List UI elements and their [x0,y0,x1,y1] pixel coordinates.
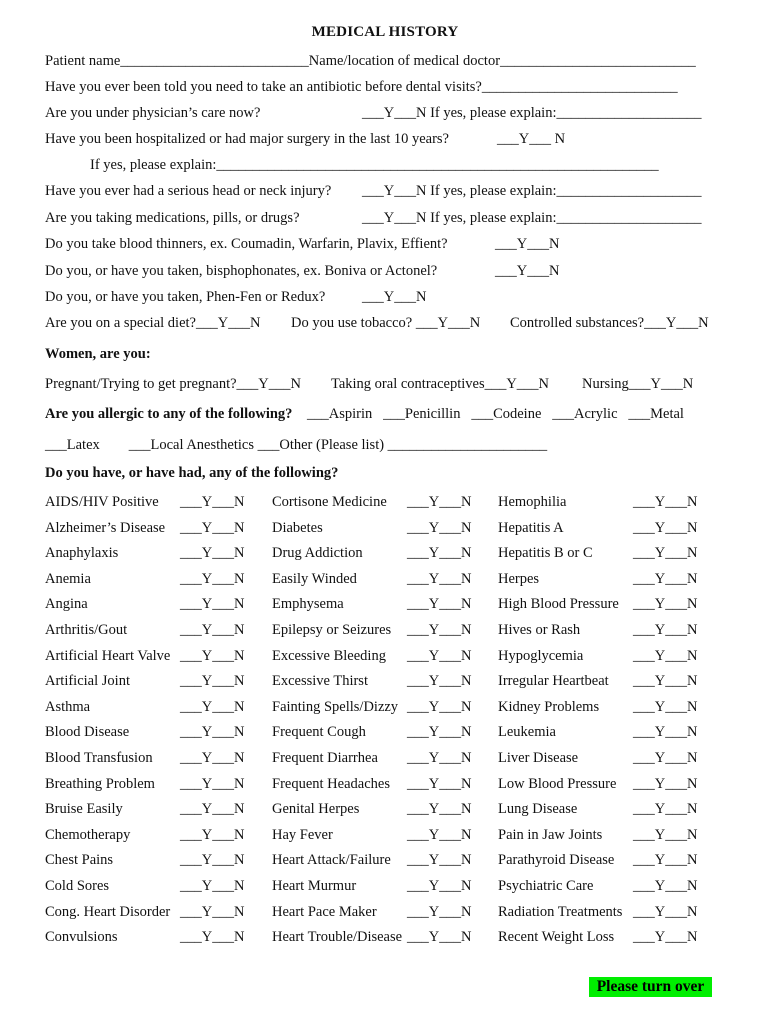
injury-question: Have you ever had a serious head or neck injury? [45,183,332,199]
condition-yes-no-blank[interactable]: ___Y___N [407,647,472,664]
medications-answer[interactable]: ___Y___N If yes, please explain:____________________ [362,210,702,226]
table-row [45,775,725,801]
condition-yes-no-blank[interactable]: ___Y___N [180,775,245,792]
allergy-options[interactable]: ___Aspirin ___Penicillin ___Codeine ___Acrylic ___Metal [307,406,684,422]
condition-label: Heart Trouble/Disease [272,929,403,946]
table-row [45,851,725,877]
condition-yes-no-blank[interactable]: ___Y___N [180,673,245,690]
hospital-explain-line[interactable]: If yes, please explain:_____________________________________________________________ [90,157,659,173]
condition-yes-no-blank[interactable]: ___Y___N [407,596,472,613]
condition-yes-no-blank[interactable]: ___Y___N [180,519,245,536]
table-row [45,493,725,519]
allergy-options-line-2[interactable]: ___Latex ___Local Anesthetics ___Other (Please list) ______________________ [45,437,548,453]
condition-label: Arthritis/Gout [45,621,128,638]
condition-label: Recent Weight Loss [498,929,615,946]
condition-yes-no-blank[interactable]: ___Y___N [180,749,245,766]
women-heading: Women, are you: [45,346,151,362]
condition-label: Excessive Bleeding [272,647,386,664]
blood-thinners-answer[interactable]: ___Y___N [495,236,560,252]
phen-fen-answer[interactable]: ___Y___N [362,289,427,305]
condition-yes-no-blank[interactable]: ___Y___N [180,903,245,920]
medications-question: Are you taking medications, pills, or drugs? [45,210,300,226]
condition-yes-no-blank[interactable]: ___Y___N [180,724,245,741]
condition-yes-no-blank[interactable]: ___Y___N [407,698,472,715]
table-row [45,928,725,954]
condition-yes-no-blank[interactable]: ___Y___N [407,545,472,562]
condition-label: Drug Addiction [272,545,363,562]
tobacco-question[interactable]: Do you use tobacco? ___Y___N [291,315,481,331]
condition-yes-no-blank[interactable]: ___Y___N [180,877,245,894]
condition-label: Cong. Heart Disorder [45,903,171,920]
condition-label: Genital Herpes [272,801,360,818]
condition-label: Pain in Jaw Joints [498,826,603,843]
condition-label: Bruise Easily [45,801,123,818]
special-diet-question[interactable]: Are you on a special diet?___Y___N [45,315,261,331]
condition-label: Chest Pains [45,852,114,869]
condition-yes-no-blank[interactable]: ___Y___N [407,826,472,843]
condition-label: AIDS/HIV Positive [45,494,159,510]
condition-yes-no-blank[interactable]: ___Y___N [633,903,698,920]
condition-yes-no-blank[interactable]: ___Y___N [633,775,698,792]
table-row [45,698,725,724]
condition-yes-no-blank[interactable]: ___Y___N [180,929,245,946]
condition-label: Heart Attack/Failure [272,852,391,869]
condition-yes-no-blank[interactable]: ___Y___N [633,749,698,766]
condition-label: Cold Sores [45,877,110,894]
condition-yes-no-blank[interactable]: ___Y___N [180,801,245,818]
condition-label: Hemophilia [498,494,567,510]
patient-name-line[interactable]: Patient name__________________________Name/location of medical doctor___________________________ [45,53,696,69]
condition-yes-no-blank[interactable]: ___Y___N [407,801,472,818]
condition-label: Radiation Treatments [498,903,623,920]
condition-label: Convulsions [45,929,118,946]
table-row [45,621,725,647]
condition-label: Emphysema [272,596,344,613]
table-row [45,877,725,903]
condition-yes-no-blank[interactable]: ___Y___N [633,801,698,818]
condition-label: Frequent Cough [272,724,366,741]
nursing-question[interactable]: Nursing___Y___N [582,376,694,392]
condition-label: Easily Winded [272,570,357,587]
condition-label: Blood Disease [45,724,130,741]
condition-yes-no-blank[interactable]: ___Y___N [407,494,472,510]
please-turn-over-note: Please turn over [589,977,712,997]
condition-yes-no-blank[interactable]: ___Y___N [633,673,698,690]
condition-yes-no-blank[interactable]: ___Y___N [407,673,472,690]
conditions-grid [45,493,725,954]
condition-yes-no-blank[interactable]: ___Y___N [407,724,472,741]
blood-thinners-question: Do you take blood thinners, ex. Coumadin, Warfarin, Plavix, Effient? [45,236,448,252]
condition-label: Heart Pace Maker [272,903,377,920]
condition-label: Cortisone Medicine [272,494,387,510]
table-row [45,595,725,621]
bisphosphonates-question: Do you, or have you taken, bisphophonates, ex. Boniva or Actonel? [45,263,438,279]
condition-yes-no-blank[interactable]: ___Y___N [407,519,472,536]
phen-fen-question: Do you, or have you taken, Phen-Fen or Redux? [45,289,326,305]
table-row [45,570,725,596]
condition-yes-no-blank[interactable]: ___Y___N [180,621,245,638]
contraceptives-question[interactable]: Taking oral contraceptives___Y___N [331,376,550,392]
antibiotic-question[interactable]: Have you ever been told you need to take an antibiotic before dental visits?___________________________ [45,79,678,95]
injury-answer[interactable]: ___Y___N If yes, please explain:____________________ [362,183,702,199]
condition-label: Kidney Problems [498,698,600,715]
condition-label: Chemotherapy [45,826,131,843]
condition-label: Blood Transfusion [45,749,153,766]
condition-label: Hepatitis A [498,519,564,536]
table-row [45,723,725,749]
condition-yes-no-blank[interactable]: ___Y___N [180,647,245,664]
table-row [45,903,725,929]
condition-yes-no-blank[interactable]: ___Y___N [633,570,698,587]
condition-yes-no-blank[interactable]: ___Y___N [633,494,698,510]
condition-label: Fainting Spells/Dizzy [272,698,399,715]
condition-label: Hypoglycemia [498,647,584,664]
table-row [45,647,725,673]
table-row [45,826,725,852]
condition-yes-no-blank[interactable]: ___Y___N [633,877,698,894]
condition-label: Liver Disease [498,749,579,766]
condition-yes-no-blank[interactable]: ___Y___N [407,929,472,946]
condition-label: Leukemia [498,724,556,741]
pregnant-question[interactable]: Pregnant/Trying to get pregnant?___Y___N [45,376,302,392]
condition-label: Angina [45,596,88,613]
condition-yes-no-blank[interactable]: ___Y___N [180,698,245,715]
condition-label: Epilepsy or Seizures [272,621,392,638]
condition-yes-no-blank[interactable]: ___Y___N [633,826,698,843]
condition-label: Alzheimer’s Disease [45,519,166,536]
condition-yes-no-blank[interactable]: ___Y___N [180,596,245,613]
condition-label: Hay Fever [272,826,333,843]
physician-answer[interactable]: ___Y___N If yes, please explain:____________________ [362,105,702,121]
controlled-substances-question[interactable]: Controlled substances?___Y___N [510,315,709,331]
condition-label: Frequent Headaches [272,775,390,792]
condition-yes-no-blank[interactable]: ___Y___N [407,775,472,792]
condition-label: Asthma [45,698,91,715]
hospital-answer[interactable]: ___Y___ N [497,131,566,147]
condition-label: Parathyroid Disease [498,852,615,869]
condition-label: Hepatitis B or C [498,545,593,562]
table-row [45,544,725,570]
condition-label: Excessive Thirst [272,673,368,690]
condition-label: Heart Murmur [272,877,357,894]
condition-yes-no-blank[interactable]: ___Y___N [633,929,698,946]
condition-yes-no-blank[interactable]: ___Y___N [633,647,698,664]
condition-yes-no-blank[interactable]: ___Y___N [407,877,472,894]
allergy-question: Are you allergic to any of the following? [45,406,293,422]
condition-yes-no-blank[interactable]: ___Y___N [407,749,472,766]
condition-yes-no-blank[interactable]: ___Y___N [180,570,245,587]
condition-yes-no-blank[interactable]: ___Y___N [407,570,472,587]
condition-yes-no-blank[interactable]: ___Y___N [180,545,245,562]
table-row [45,519,725,545]
page-title: MEDICAL HISTORY [311,24,459,40]
condition-yes-no-blank[interactable]: ___Y___N [633,596,698,613]
condition-label: High Blood Pressure [498,596,619,613]
conditions-heading: Do you have, or have had, any of the following? [45,465,339,481]
condition-yes-no-blank[interactable]: ___Y___N [633,852,698,869]
condition-label: Anemia [45,570,91,587]
condition-label: Lung Disease [498,801,578,818]
condition-yes-no-blank[interactable]: ___Y___N [633,698,698,715]
condition-label: Artificial Heart Valve [45,647,171,664]
condition-yes-no-blank[interactable]: ___Y___N [633,545,698,562]
condition-label: Breathing Problem [45,775,155,792]
condition-label: Psychiatric Care [498,877,594,894]
condition-label: Hives or Rash [498,621,581,638]
table-row [45,749,725,775]
condition-yes-no-blank[interactable]: ___Y___N [633,519,698,536]
condition-label: Diabetes [272,519,323,536]
condition-yes-no-blank[interactable]: ___Y___N [407,621,472,638]
physician-question: Are you under physician’s care now? [45,105,261,121]
condition-yes-no-blank[interactable]: ___Y___N [407,903,472,920]
condition-yes-no-blank[interactable]: ___Y___N [180,852,245,869]
table-row [45,672,725,698]
hospital-question: Have you been hospitalized or had major surgery in the last 10 years? [45,131,449,147]
condition-label: Herpes [498,570,540,587]
condition-yes-no-blank[interactable]: ___Y___N [407,852,472,869]
bisphosphonates-answer[interactable]: ___Y___N [495,263,560,279]
condition-yes-no-blank[interactable]: ___Y___N [180,826,245,843]
condition-label: Artificial Joint [45,673,130,690]
condition-label: Anaphylaxis [45,545,119,562]
condition-label: Frequent Diarrhea [272,749,378,766]
condition-label: Low Blood Pressure [498,775,617,792]
table-row [45,800,725,826]
condition-yes-no-blank[interactable]: ___Y___N [633,621,698,638]
condition-label: Irregular Heartbeat [498,673,609,690]
condition-yes-no-blank[interactable]: ___Y___N [633,724,698,741]
condition-yes-no-blank[interactable]: ___Y___N [180,494,245,510]
